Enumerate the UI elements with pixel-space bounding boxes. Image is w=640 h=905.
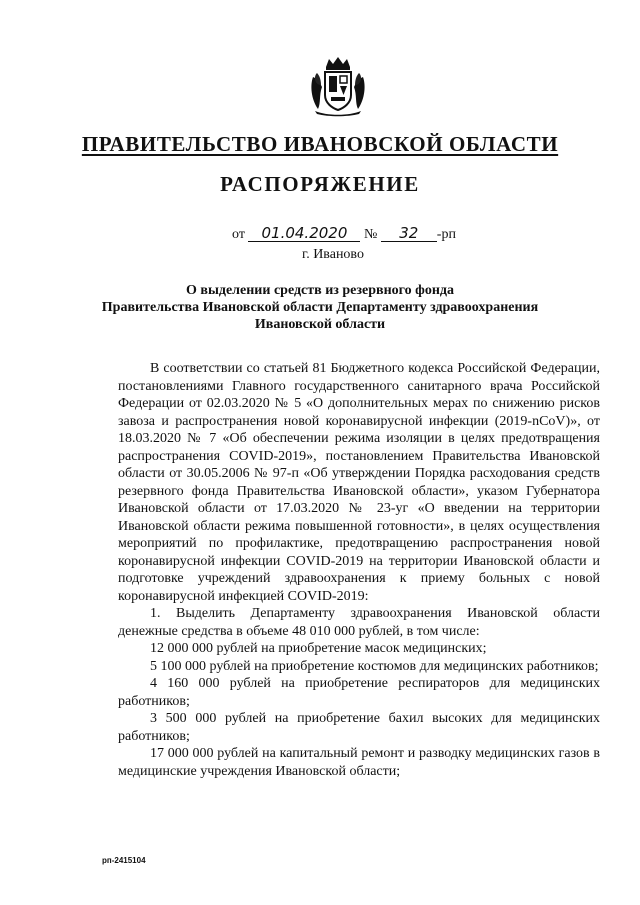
list-item: 3 500 000 рублей на приобретение бахил высоких для медицинских работников; (118, 711, 600, 744)
document-type: РАСПОРЯЖЕНИЕ (220, 172, 420, 196)
clause-paragraph: 1. Выделить Департаменту здравоохранения Ивановской области денежные средства в объеме 48 010 000 рублей, в том числе: (118, 606, 600, 639)
ivanovo-coat-of-arms-icon (309, 55, 367, 117)
city: г. Иваново (302, 247, 364, 262)
handwritten-number: 32 (381, 225, 437, 242)
subject-line: Ивановской области (254, 317, 386, 332)
subject-line: О выделении средств из резервного фонда (186, 283, 454, 298)
dateline (232, 225, 456, 243)
subject-line: Правительства Ивановской области Департаменту здравоохранения (101, 300, 539, 315)
subject-heading (96, 282, 544, 333)
list-item: 12 000 000 рублей на приобретение масок медицинских; (150, 641, 487, 656)
document-code: рп-2415104 (102, 856, 146, 865)
government-title: ПРАВИТЕЛЬСТВО ИВАНОВСКОЙ ОБЛАСТИ (81, 132, 559, 156)
list-item: 4 160 000 рублей на приобретение респираторов для медицинских работников; (118, 676, 600, 709)
list-item: 5 100 000 рублей на приобретение костюмов для медицинских работников; (150, 658, 599, 674)
preamble-paragraph: В соответствии со статьей 81 Бюджетного кодекса Российской Федерации, постановлениями Главного государственного санитарного врача Российской Федерации от 02.03.2020 № 5 «О дополнительных мерах по снижению рисков завоза и распространения новой коронавирусной инфекции (2019-nCoV)», от 18.03.2020 № 7 «Об обеспечении режима изоляции в целях предотвращения распространения COVID-2019», постановлением Правительства Ивановской области от 30.05.2006 № 97-п «Об утверждении Порядка расходования средств резервного фонда Правительства Ивановской области», указом Губернатора Ивановской области от 17.03.2020 № 23-уг «О введении на территории Ивановской области режима повышенной готовности», в целях осуществления мероприятий по профилактике, предотвращению распространения новой коронавирусной инфекции COVID-2019 на территории Ивановской области и подготовке учреждений здравоохранения к приему больных с новой коронавирусной инфекцией COVID-2019: (118, 361, 600, 604)
number-suffix: -рп (436, 227, 456, 242)
document-body (118, 360, 600, 780)
from-label: от (232, 227, 245, 242)
number-label: № (363, 227, 378, 242)
handwritten-date: 01.04.2020 (248, 225, 360, 242)
list-item: 17 000 000 рублей на капитальный ремонт и разводку медицинских газов в медицинские учреждения Ивановской области; (118, 746, 600, 779)
